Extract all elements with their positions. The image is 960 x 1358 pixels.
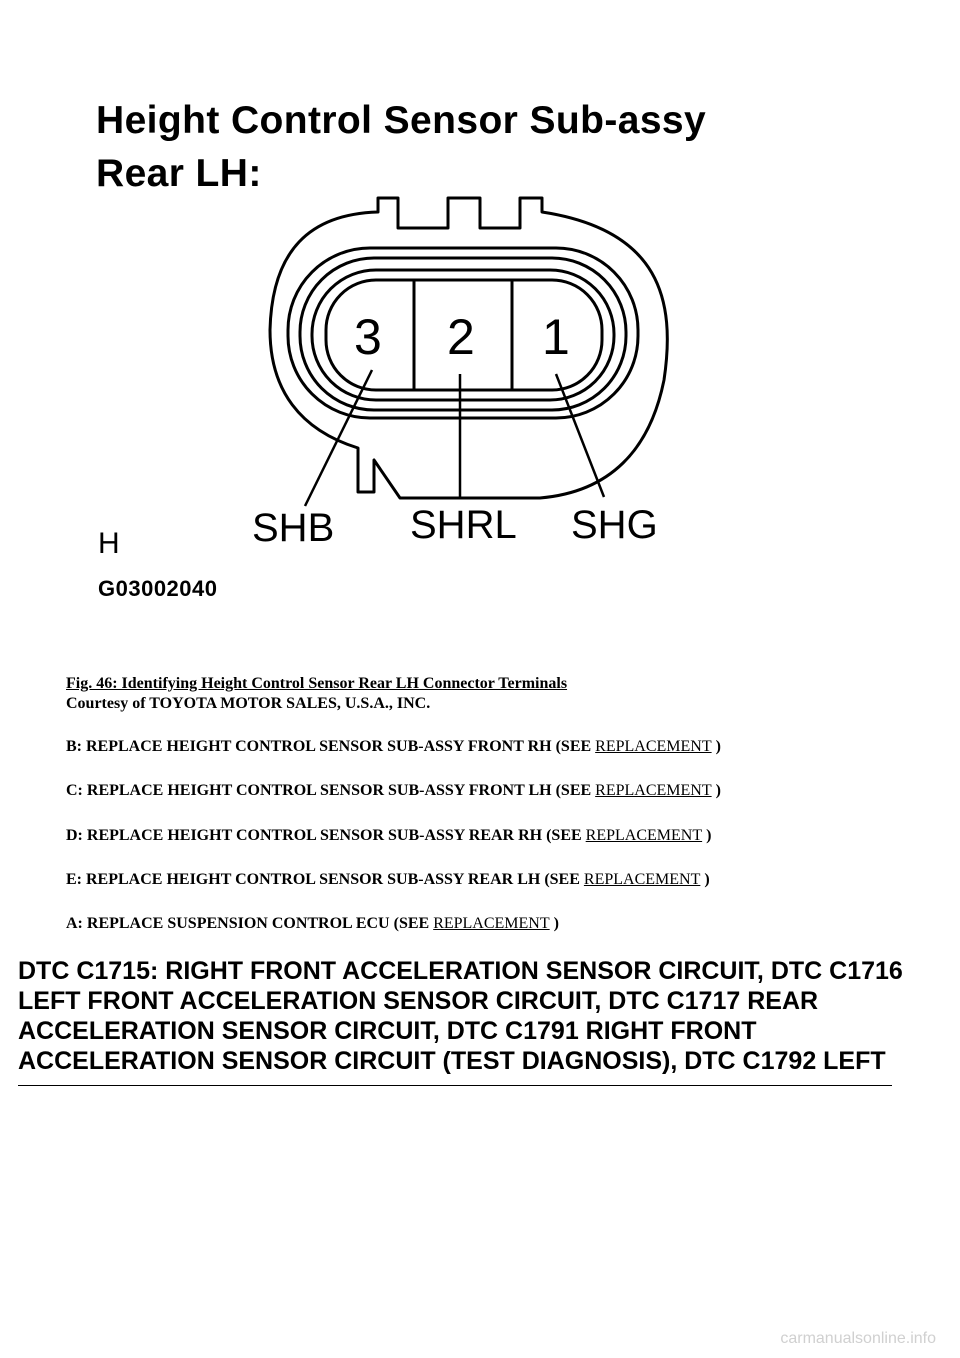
pin-label-shb: SHB bbox=[252, 506, 335, 550]
leader-line-shb bbox=[305, 370, 372, 506]
courtesy-line: Courtesy of TOYOTA MOTOR SALES, U.S.A., INC. bbox=[66, 695, 431, 712]
step-b bbox=[66, 738, 721, 756]
step-tail: ) bbox=[700, 871, 710, 888]
pin-label-shg: SHG bbox=[571, 503, 658, 547]
step-text: E: REPLACE HEIGHT CONTROL SENSOR SUB-ASSY REAR LH (SEE bbox=[66, 871, 584, 888]
figure-caption: Fig. 46: Identifying Height Control Sensor Rear LH Connector Terminals bbox=[66, 675, 568, 692]
horizontal-rule bbox=[18, 1085, 892, 1086]
connector-letter: H bbox=[98, 527, 120, 560]
section-heading-line: LEFT FRONT ACCELERATION SENSOR CIRCUIT, DTC C1717 REAR bbox=[18, 987, 819, 1015]
pin-number-2: 2 bbox=[447, 309, 475, 365]
step-text: C: REPLACE HEIGHT CONTROL SENSOR SUB-ASSY FRONT LH (SEE bbox=[66, 782, 596, 799]
section-heading-line: DTC C1715: RIGHT FRONT ACCELERATION SENSOR CIRCUIT, DTC C1716 bbox=[18, 957, 903, 985]
step-a bbox=[66, 915, 559, 933]
section-heading-line: ACCELERATION SENSOR CIRCUIT (TEST DIAGNOSIS), DTC C1792 LEFT bbox=[18, 1047, 886, 1075]
step-tail: ) bbox=[549, 915, 559, 932]
figure-id: G03002040 bbox=[98, 576, 218, 601]
diagram-title-line2: Rear LH: bbox=[96, 152, 262, 195]
section-heading bbox=[18, 956, 918, 1076]
pin-number-3: 3 bbox=[354, 309, 382, 365]
step-tail: ) bbox=[711, 738, 721, 755]
step-d bbox=[66, 827, 711, 845]
watermark: carmanualsonline.info bbox=[780, 1330, 936, 1347]
replacement-link[interactable]: REPLACEMENT bbox=[433, 915, 550, 932]
replacement-link[interactable]: REPLACEMENT bbox=[583, 871, 701, 888]
step-tail: ) bbox=[702, 827, 712, 844]
step-text: D: REPLACE HEIGHT CONTROL SENSOR SUB-ASSY REAR RH (SEE bbox=[66, 827, 586, 844]
pin-number-1: 1 bbox=[542, 309, 570, 365]
step-e bbox=[66, 871, 710, 889]
pin-label-shrl: SHRL bbox=[410, 503, 517, 547]
step-tail: ) bbox=[711, 782, 721, 799]
replacement-link[interactable]: REPLACEMENT bbox=[595, 738, 712, 755]
diagram-title-line1: Height Control Sensor Sub-assy bbox=[96, 99, 707, 142]
step-text: A: REPLACE SUSPENSION CONTROL ECU (SEE bbox=[66, 915, 434, 932]
replacement-link[interactable]: REPLACEMENT bbox=[585, 827, 703, 844]
step-text: B: REPLACE HEIGHT CONTROL SENSOR SUB-ASSY FRONT RH (SEE bbox=[66, 738, 596, 755]
connector-diagram bbox=[0, 0, 960, 640]
section-heading-line: ACCELERATION SENSOR CIRCUIT, DTC C1791 RIGHT FRONT bbox=[18, 1017, 757, 1045]
step-c bbox=[66, 782, 721, 800]
replacement-link[interactable]: REPLACEMENT bbox=[595, 782, 712, 799]
